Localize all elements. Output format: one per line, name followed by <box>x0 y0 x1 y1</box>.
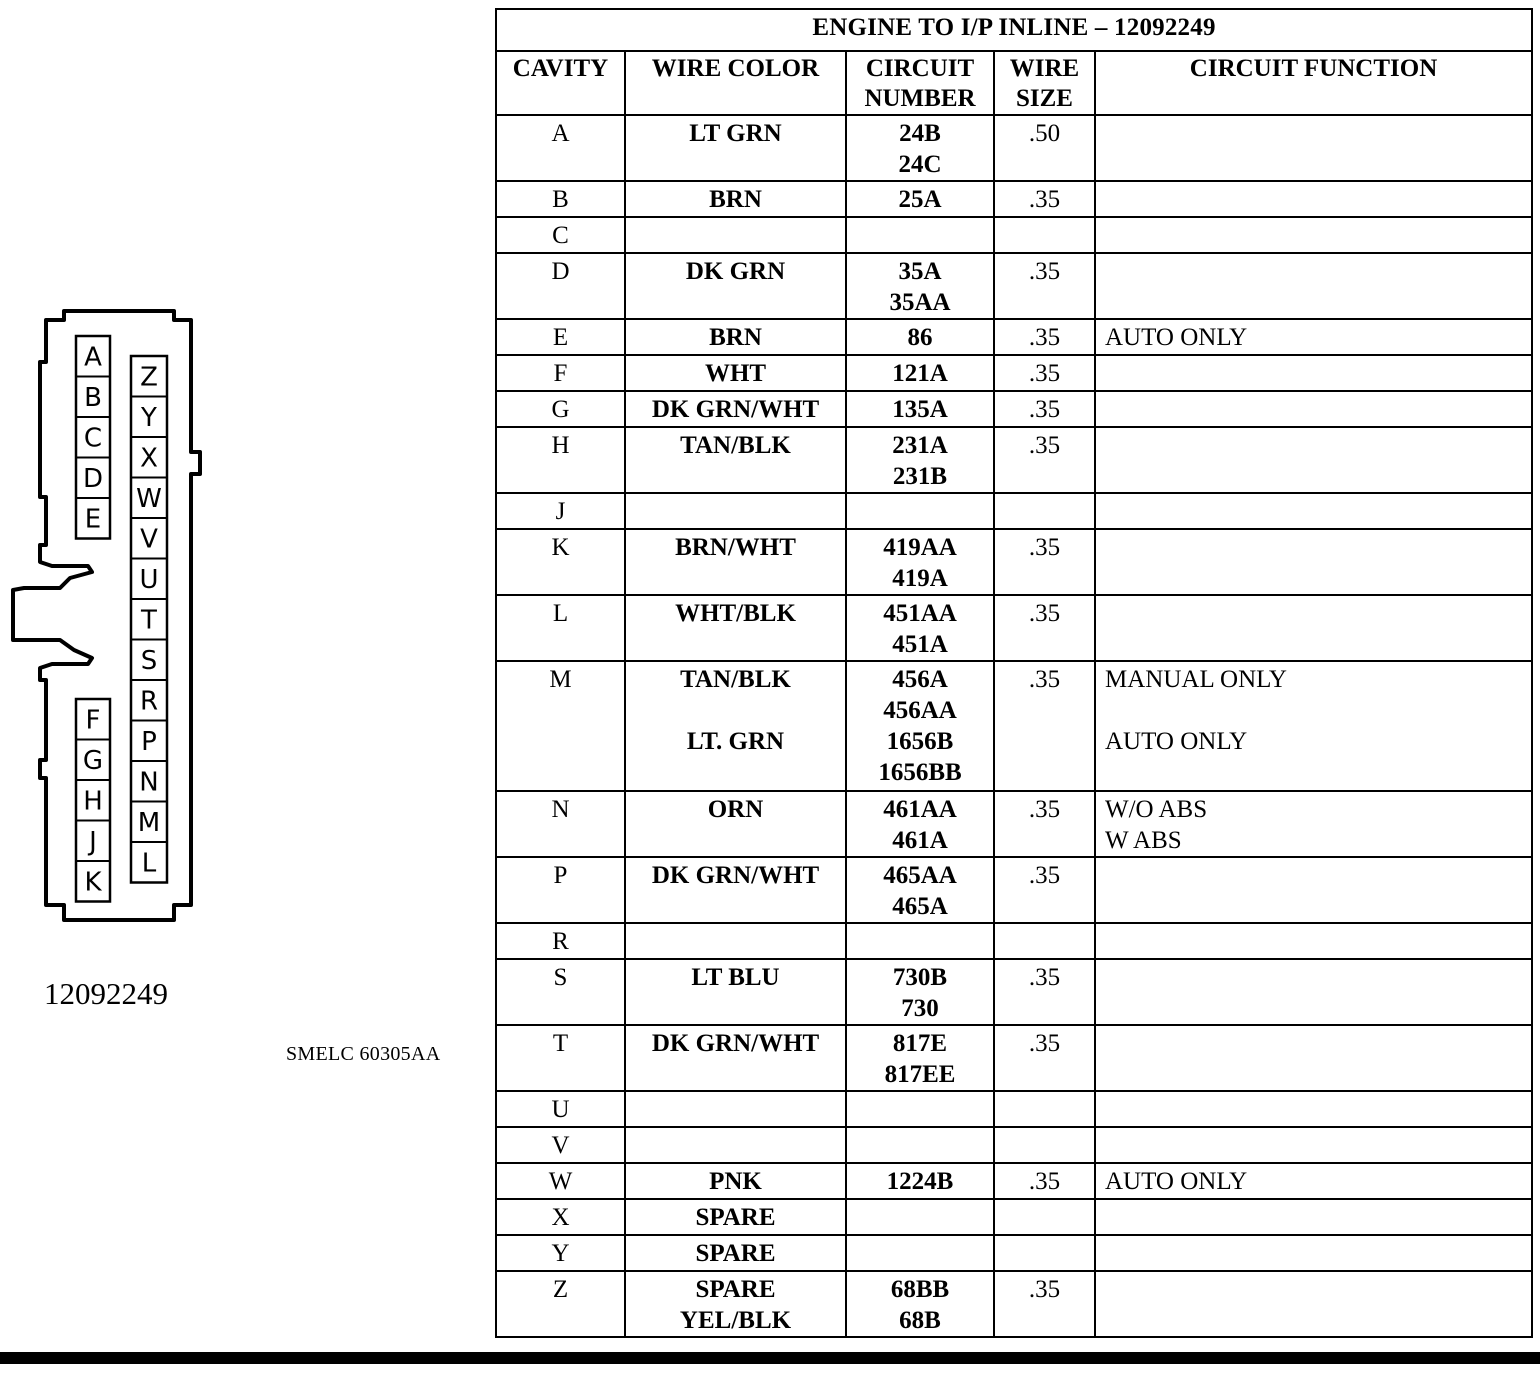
cell-cavity <box>496 1127 625 1163</box>
cell-wire-size <box>994 529 1095 595</box>
cell-circuit-number <box>846 1199 994 1235</box>
cell-circuit-function <box>1095 661 1532 791</box>
cell-wire-size <box>994 1163 1095 1199</box>
table-row <box>496 791 1532 857</box>
cell-wire-color <box>625 595 846 661</box>
cell-circuit-number <box>846 1025 994 1091</box>
header-circuit-function: CIRCUIT FUNCTION <box>1095 51 1532 115</box>
cell-wire-color-line: PNK <box>709 1168 762 1195</box>
cell-circuit-number-line: 1656B <box>886 728 954 755</box>
cell-wire-color <box>625 1199 846 1235</box>
cell-circuit-number-line: 35A <box>898 258 942 285</box>
table-row <box>496 181 1532 217</box>
cell-cavity <box>496 959 625 1025</box>
cell-wire-color-line: WHT/BLK <box>675 600 796 627</box>
cell-circuit-function <box>1095 493 1532 529</box>
cell-wire-color <box>625 661 846 791</box>
cell-wire-size <box>994 253 1095 319</box>
cell-wire-size <box>994 355 1095 391</box>
cell-cavity-line: T <box>552 1030 569 1057</box>
cell-wire-color <box>625 1271 846 1337</box>
cell-wire-color-line: BRN <box>709 186 762 213</box>
cell-circuit-number-line: 1224B <box>886 1168 954 1195</box>
cell-circuit-number-line: 465AA <box>883 862 957 889</box>
cell-circuit-number-line: 68BB <box>890 1276 950 1303</box>
cell-circuit-function-line: MANUAL ONLY <box>1105 666 1287 693</box>
cell-circuit-function <box>1095 115 1532 181</box>
cell-circuit-number-line: 730B <box>892 964 948 991</box>
cell-wire-size-line: .35 <box>1028 396 1061 423</box>
table-row <box>496 319 1532 355</box>
connector-outline <box>13 311 200 920</box>
cell-wire-color <box>625 1127 846 1163</box>
cell-wire-color-line: BRN/WHT <box>675 534 796 561</box>
cell-circuit-function <box>1095 355 1532 391</box>
cell-cavity <box>496 1235 625 1271</box>
cell-wire-color <box>625 1025 846 1091</box>
pinout-rows <box>496 115 1532 1337</box>
cell-circuit-number <box>846 791 994 857</box>
cell-wire-color <box>625 1163 846 1199</box>
cell-wire-size <box>994 1271 1095 1337</box>
cell-cavity-line: M <box>549 666 572 693</box>
cell-wire-color-line: ORN <box>707 796 764 823</box>
cell-circuit-number <box>846 493 994 529</box>
cell-circuit-number <box>846 355 994 391</box>
cell-circuit-number-line: 231A <box>892 432 948 459</box>
cavity-letter-m: M <box>137 807 161 838</box>
cell-circuit-number <box>846 115 994 181</box>
cavity-letter-b: B <box>84 382 102 413</box>
table-row <box>496 529 1532 595</box>
cell-circuit-function-line: AUTO ONLY <box>1105 1168 1248 1195</box>
cell-wire-size-line: .35 <box>1028 360 1061 387</box>
cell-wire-size <box>994 791 1095 857</box>
cell-circuit-function <box>1095 529 1532 595</box>
cell-circuit-function <box>1095 1199 1532 1235</box>
cell-circuit-function <box>1095 791 1532 857</box>
cell-circuit-number-line: 451A <box>892 631 948 658</box>
cavity-letter-d: D <box>82 463 104 494</box>
cell-wire-size-line: .35 <box>1028 1276 1061 1303</box>
cell-cavity <box>496 1163 625 1199</box>
cell-cavity-line: U <box>551 1096 570 1123</box>
cell-wire-color <box>625 791 846 857</box>
cell-wire-color <box>625 319 846 355</box>
cell-wire-color-line: DK GRN <box>685 258 786 285</box>
cell-cavity <box>496 253 625 319</box>
cell-cavity <box>496 1091 625 1127</box>
cell-wire-color <box>625 355 846 391</box>
cell-cavity <box>496 661 625 791</box>
cell-circuit-number-line: 461A <box>892 827 948 854</box>
cell-circuit-number <box>846 319 994 355</box>
cell-wire-size-line: .35 <box>1028 258 1061 285</box>
cavity-letter-p: P <box>141 726 157 757</box>
cell-cavity-line: G <box>551 396 570 423</box>
figure-reference-code: SMELC 60305AA <box>286 1043 441 1065</box>
cell-circuit-number-line: 451AA <box>883 600 957 627</box>
cavity-column-left-lower <box>76 699 110 902</box>
cell-circuit-number <box>846 391 994 427</box>
cell-circuit-function-line <box>1105 695 1531 726</box>
cavity-letter-e: E <box>84 504 102 535</box>
cavity-letter-l: L <box>141 848 157 879</box>
cell-wire-size <box>994 319 1095 355</box>
cell-circuit-function <box>1095 857 1532 923</box>
cell-circuit-function <box>1095 959 1532 1025</box>
cell-circuit-function <box>1095 181 1532 217</box>
cell-circuit-number-line: 231B <box>892 463 948 490</box>
cell-cavity <box>496 923 625 959</box>
cell-cavity <box>496 791 625 857</box>
cavity-letter-v: V <box>140 524 158 555</box>
cell-cavity-line: C <box>552 222 569 249</box>
cell-circuit-function <box>1095 1163 1532 1199</box>
cell-circuit-function <box>1095 1271 1532 1337</box>
cell-circuit-number <box>846 923 994 959</box>
cell-cavity <box>496 217 625 253</box>
cell-cavity <box>496 493 625 529</box>
cavity-letter-n: N <box>139 767 159 798</box>
cell-circuit-function <box>1095 319 1532 355</box>
cell-wire-size <box>994 595 1095 661</box>
cavity-letter-z: Z <box>140 362 158 393</box>
cell-cavity <box>496 857 625 923</box>
cell-circuit-function <box>1095 1091 1532 1127</box>
table-row <box>496 355 1532 391</box>
cell-circuit-number-line: 135A <box>892 396 948 423</box>
cavity-letter-a: A <box>84 342 102 373</box>
cell-circuit-number-line: 817EE <box>884 1061 956 1088</box>
cell-circuit-function <box>1095 1127 1532 1163</box>
cell-cavity-line: L <box>552 600 569 627</box>
cell-wire-color <box>625 923 846 959</box>
cell-cavity <box>496 181 625 217</box>
cell-wire-color <box>625 857 846 923</box>
cell-wire-size <box>994 493 1095 529</box>
cell-wire-size-line: .35 <box>1028 186 1061 213</box>
cell-wire-size <box>994 1025 1095 1091</box>
header-circuit-number: CIRCUIT NUMBER <box>846 51 994 115</box>
cell-wire-color-line: DK GRN/WHT <box>651 862 820 889</box>
connector-face-diagram <box>0 300 215 940</box>
cell-circuit-number-line: 121A <box>892 360 948 387</box>
cell-circuit-function <box>1095 391 1532 427</box>
cell-wire-color-line: TAN/BLK <box>680 432 791 459</box>
cell-cavity <box>496 319 625 355</box>
cell-wire-color <box>625 217 846 253</box>
cell-wire-size <box>994 1199 1095 1235</box>
cavity-letter-t: T <box>141 605 157 636</box>
cell-wire-color-line: SPARE <box>695 1240 776 1267</box>
cell-circuit-number <box>846 1091 994 1127</box>
cell-cavity-line: W <box>548 1168 573 1195</box>
cell-circuit-number <box>846 253 994 319</box>
cell-wire-size-line: .35 <box>1028 862 1061 889</box>
cell-cavity <box>496 355 625 391</box>
cell-cavity-line: S <box>553 964 568 991</box>
cell-circuit-number <box>846 181 994 217</box>
cell-wire-size-line: .35 <box>1028 1030 1061 1057</box>
cavity-letter-x: X <box>140 443 158 474</box>
cell-cavity-line: K <box>551 534 570 561</box>
cell-wire-size-line: .35 <box>1028 324 1061 351</box>
cell-cavity-line: Z <box>552 1276 569 1303</box>
table-row <box>496 1127 1532 1163</box>
cell-cavity <box>496 1199 625 1235</box>
cavity-letter-s: S <box>140 645 158 676</box>
cell-circuit-number-line: 25A <box>898 186 942 213</box>
cell-wire-size <box>994 661 1095 791</box>
cavity-letter-f: F <box>85 705 101 736</box>
table-row <box>496 1163 1532 1199</box>
cell-circuit-number-line: 86 <box>907 324 933 351</box>
cell-wire-color-line: SPARE <box>695 1204 776 1231</box>
cell-circuit-number <box>846 661 994 791</box>
table-title: ENGINE TO I/P INLINE – 12092249 <box>496 9 1532 51</box>
cell-wire-color-line: LT. GRN <box>686 728 785 755</box>
cell-wire-color <box>625 181 846 217</box>
cell-circuit-function-line: W ABS <box>1105 827 1182 854</box>
pinout-table <box>495 8 1533 1338</box>
cell-wire-size <box>994 959 1095 1025</box>
cell-circuit-number <box>846 1271 994 1337</box>
cell-wire-color <box>625 1091 846 1127</box>
cell-cavity <box>496 529 625 595</box>
cell-wire-color-line: LT GRN <box>689 120 782 147</box>
cell-wire-size <box>994 923 1095 959</box>
cell-wire-size <box>994 1091 1095 1127</box>
cell-wire-size <box>994 1235 1095 1271</box>
cell-circuit-function <box>1095 1235 1532 1271</box>
cell-wire-size <box>994 427 1095 493</box>
cell-circuit-number <box>846 217 994 253</box>
cell-circuit-number-line: 1656BB <box>878 759 962 786</box>
cell-wire-color <box>625 959 846 1025</box>
cell-circuit-number-line: 730 <box>901 995 939 1022</box>
cell-circuit-number <box>846 1235 994 1271</box>
cell-cavity <box>496 391 625 427</box>
cell-circuit-number <box>846 1127 994 1163</box>
cell-circuit-number <box>846 529 994 595</box>
table-row <box>496 1235 1532 1271</box>
cell-circuit-number <box>846 857 994 923</box>
table-row <box>496 391 1532 427</box>
cell-wire-color <box>625 115 846 181</box>
cavity-letter-u: U <box>139 564 159 595</box>
table-row <box>496 1091 1532 1127</box>
cell-circuit-function <box>1095 253 1532 319</box>
cell-wire-size <box>994 181 1095 217</box>
table-row <box>496 595 1532 661</box>
cell-circuit-number-line: 35AA <box>889 289 951 316</box>
header-wire-color: WIRE COLOR <box>625 51 846 115</box>
cell-circuit-number-line: 68B <box>899 1307 941 1334</box>
cell-circuit-function <box>1095 595 1532 661</box>
table-row <box>496 115 1532 181</box>
cell-cavity-line: N <box>551 796 570 823</box>
cell-cavity-line: R <box>552 928 569 955</box>
cell-cavity <box>496 595 625 661</box>
cavity-letter-k: K <box>84 867 102 898</box>
cell-cavity-line: H <box>551 432 570 459</box>
table-row <box>496 493 1532 529</box>
bottom-rule <box>0 1352 1540 1364</box>
cell-wire-size-line: .35 <box>1028 432 1061 459</box>
cell-wire-size <box>994 1127 1095 1163</box>
table-row <box>496 427 1532 493</box>
table-row <box>496 661 1532 791</box>
cell-cavity-line: J <box>555 498 566 525</box>
cell-circuit-number-line: 817E <box>892 1030 948 1057</box>
header-wire-size: WIRE SIZE <box>994 51 1095 115</box>
cavity-column-left-upper <box>76 336 110 539</box>
cell-wire-color-line: DK GRN/WHT <box>651 396 820 423</box>
cell-circuit-number <box>846 595 994 661</box>
cell-wire-color-line: LT BLU <box>691 964 780 991</box>
cell-circuit-function <box>1095 923 1532 959</box>
header-cavity: CAVITY <box>496 51 625 115</box>
cell-wire-color <box>625 493 846 529</box>
cell-wire-size-line: .35 <box>1028 666 1061 693</box>
table-row <box>496 1199 1532 1235</box>
cavity-letter-g: G <box>82 745 104 776</box>
cell-circuit-function-line: AUTO ONLY <box>1105 324 1248 351</box>
cell-wire-size <box>994 115 1095 181</box>
cell-cavity-line: V <box>551 1132 570 1159</box>
cavity-letter-j: J <box>89 826 97 857</box>
cell-circuit-number-line: 419A <box>892 565 948 592</box>
cell-wire-color <box>625 1235 846 1271</box>
cell-circuit-function <box>1095 1025 1532 1091</box>
cell-circuit-number-line: 24C <box>898 151 942 178</box>
cavity-letter-y: Y <box>141 402 157 433</box>
cell-cavity <box>496 427 625 493</box>
table-row <box>496 1025 1532 1091</box>
cell-cavity-line: F <box>553 360 568 387</box>
cell-wire-color <box>625 253 846 319</box>
table-row <box>496 959 1532 1025</box>
table-row <box>496 1271 1532 1337</box>
cell-wire-color-line: SPARE <box>695 1276 776 1303</box>
cell-wire-size-line: .35 <box>1028 796 1061 823</box>
cell-wire-color-line <box>626 695 845 726</box>
cell-circuit-number-line: 461AA <box>883 796 957 823</box>
cell-wire-size-line: .50 <box>1028 120 1061 147</box>
cell-circuit-number-line: 465A <box>892 893 948 920</box>
cavity-letter-w: W <box>136 483 162 514</box>
cavity-letter-r: R <box>139 686 159 717</box>
cell-wire-color-line: TAN/BLK <box>680 666 791 693</box>
cell-cavity-line: B <box>552 186 569 213</box>
cell-wire-size-line: .35 <box>1028 534 1061 561</box>
cell-circuit-number-line: 24B <box>899 120 941 147</box>
cell-wire-size-line: .35 <box>1028 964 1061 991</box>
cell-wire-color <box>625 391 846 427</box>
cell-circuit-function <box>1095 217 1532 253</box>
cavity-column-right <box>131 356 167 883</box>
cell-circuit-function-line: AUTO ONLY <box>1105 728 1248 755</box>
cell-cavity <box>496 115 625 181</box>
cell-wire-size-line: .35 <box>1028 600 1061 627</box>
table-row <box>496 253 1532 319</box>
cell-wire-color-line: BRN <box>709 324 762 351</box>
cell-circuit-function <box>1095 427 1532 493</box>
cell-circuit-number <box>846 1163 994 1199</box>
cell-cavity-line: D <box>551 258 570 285</box>
cell-wire-color-line: WHT <box>704 360 767 387</box>
cell-cavity-line: X <box>551 1204 570 1231</box>
cell-cavity-line: Y <box>551 1240 570 1267</box>
cell-cavity-line: A <box>551 120 570 147</box>
cavity-letter-c: C <box>83 423 103 454</box>
cell-circuit-number-line: 456A <box>892 666 948 693</box>
cell-circuit-number <box>846 959 994 1025</box>
cell-wire-color-line: YEL/BLK <box>679 1307 792 1334</box>
cell-wire-size <box>994 857 1095 923</box>
cavity-letter-h: H <box>83 786 103 817</box>
connector-part-number: 12092249 <box>44 976 168 1011</box>
cell-circuit-number <box>846 427 994 493</box>
cell-wire-color <box>625 529 846 595</box>
cell-wire-color-line: DK GRN/WHT <box>651 1030 820 1057</box>
table-row <box>496 857 1532 923</box>
table-row <box>496 217 1532 253</box>
cell-circuit-number-line: 419AA <box>883 534 957 561</box>
cell-circuit-function-line: W/O ABS <box>1105 796 1208 823</box>
cell-cavity <box>496 1271 625 1337</box>
cell-cavity <box>496 1025 625 1091</box>
cell-wire-color <box>625 427 846 493</box>
table-row <box>496 923 1532 959</box>
cell-wire-size <box>994 391 1095 427</box>
cell-wire-size-line: .35 <box>1028 1168 1061 1195</box>
cell-circuit-number-line: 456AA <box>883 697 957 724</box>
cell-cavity-line: P <box>553 862 568 889</box>
cell-wire-size <box>994 217 1095 253</box>
cell-cavity-line: E <box>552 324 569 351</box>
